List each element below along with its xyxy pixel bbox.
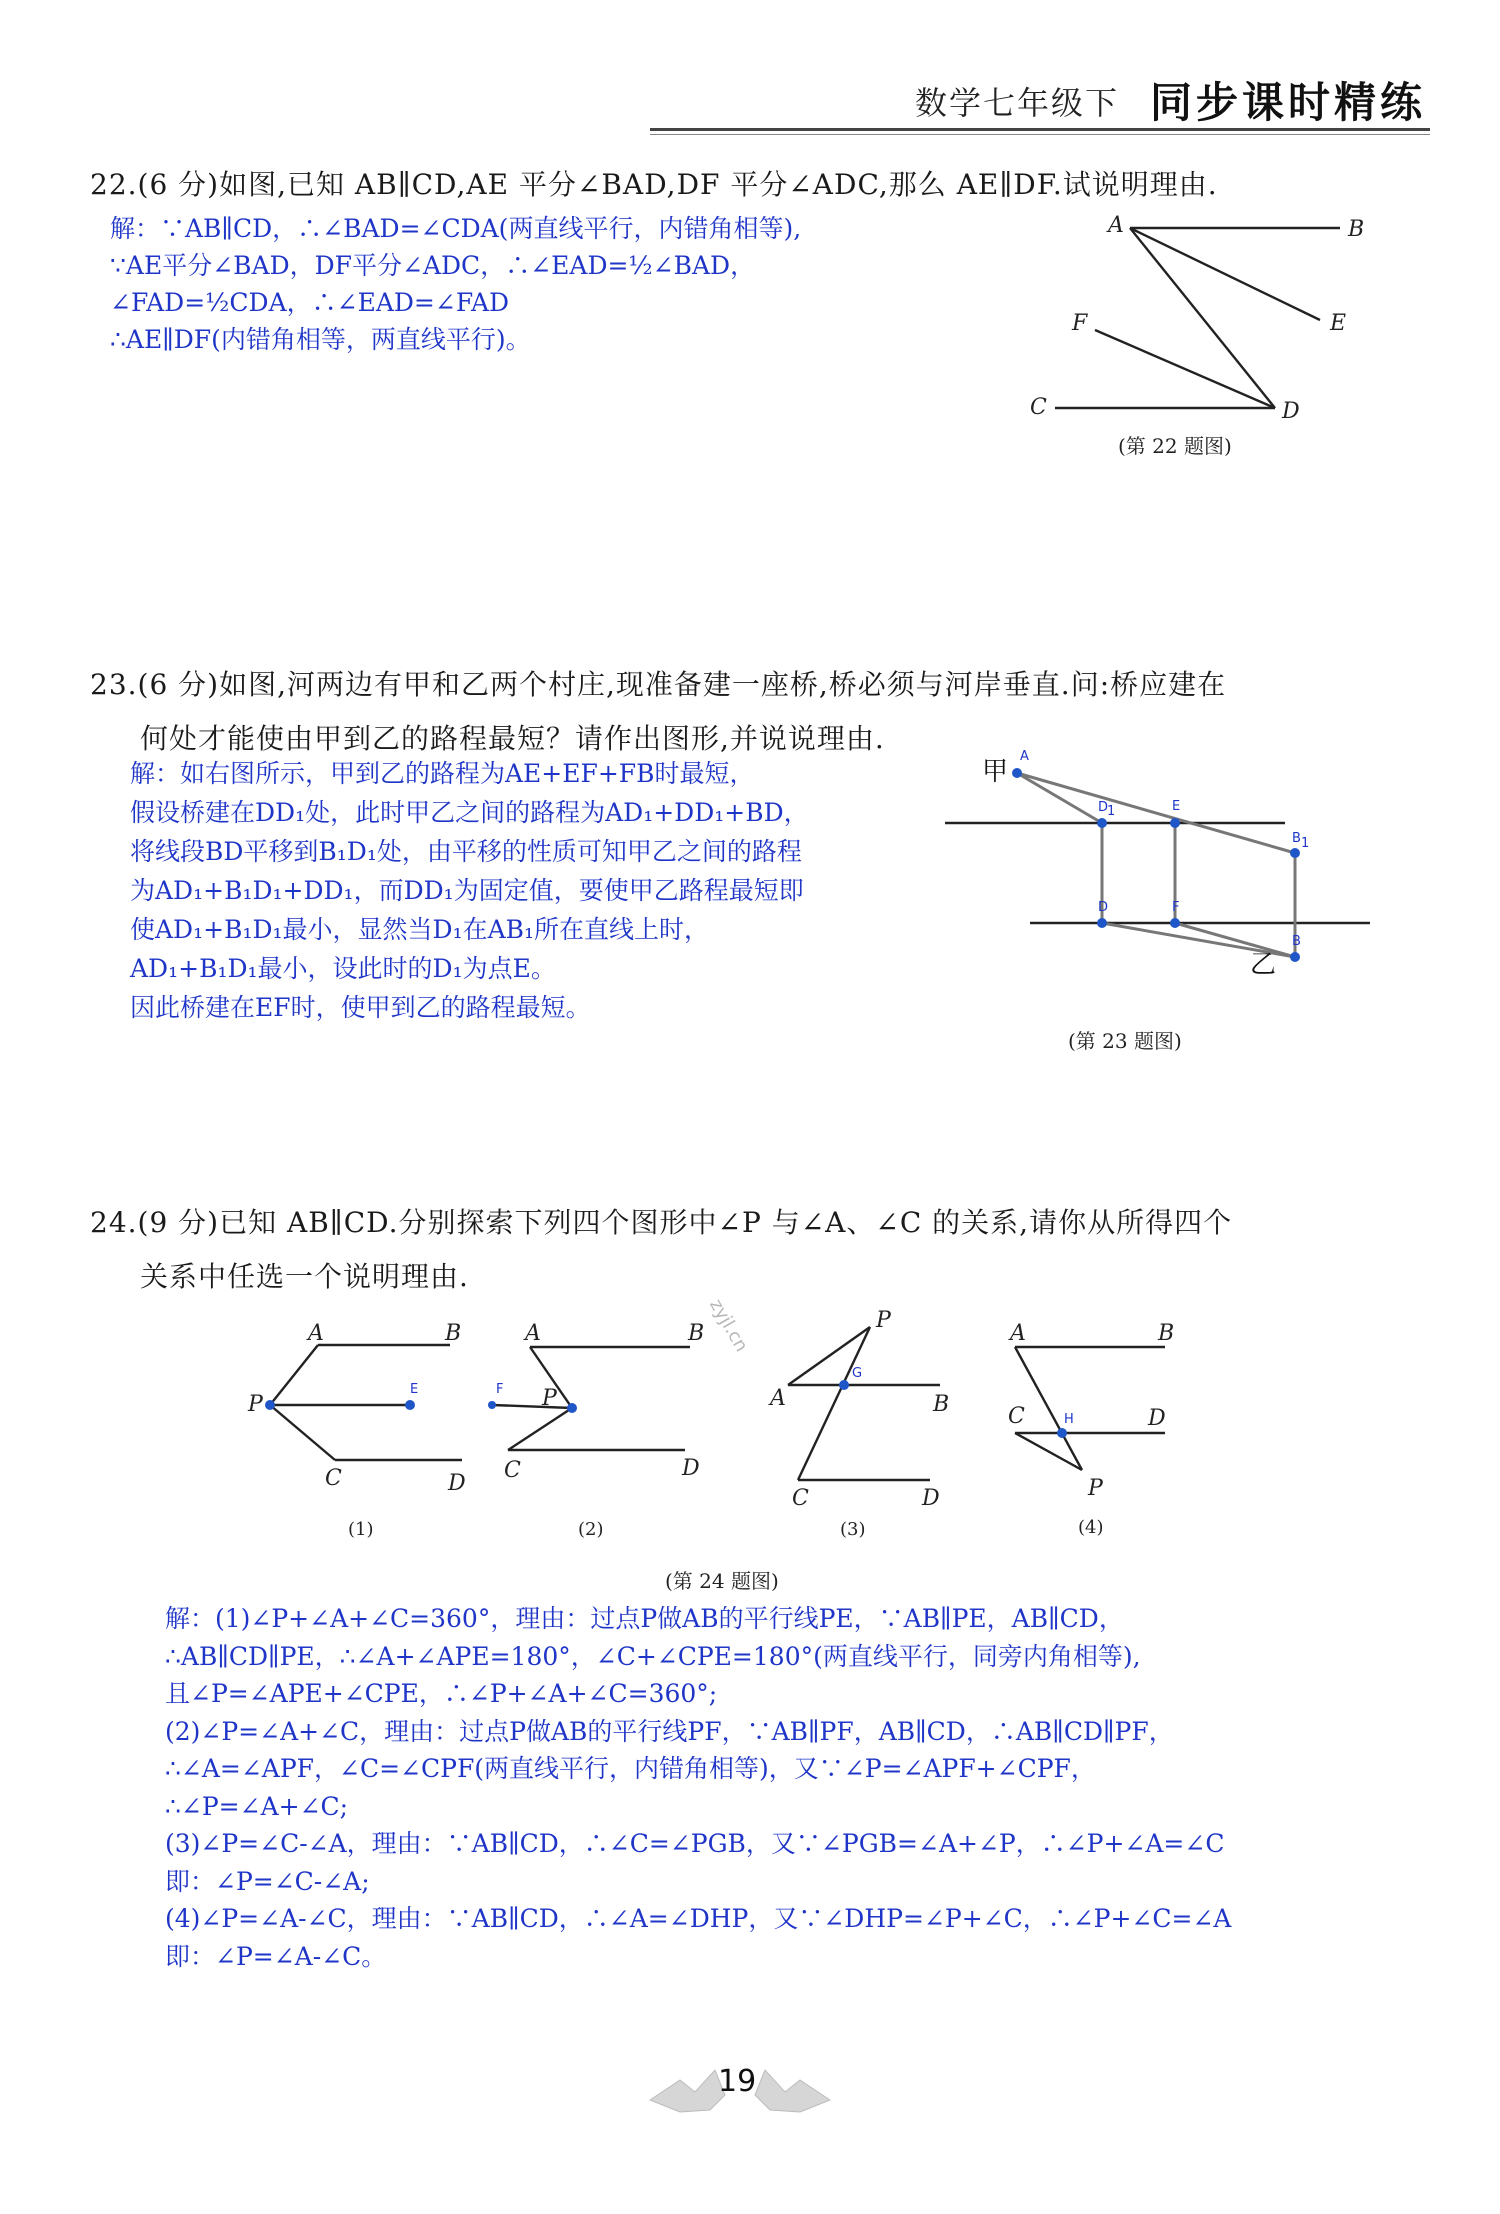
q22-question: 22.(6 分)如图,已知 AB∥CD,AE 平分∠BAD,DF 平分∠ADC,那么 AE∥DF.试说明理由. [90,168,1218,201]
q23-answer-line: 解：如右图所示，甲到乙的路程为AE+EF+FB时最短， [130,759,755,788]
fig2-number: (2) [578,1519,604,1540]
q23-answer-line: 将线段BD平移到B₁D₁处，由平移的性质可知甲乙之间的路程 [130,837,802,866]
fig3-label-b: B [933,1392,950,1417]
q23-caption: (第 23 题图) [1068,1029,1182,1053]
header-title: 同步课时精练 [1150,78,1427,127]
fig1-line-ap [270,1345,318,1405]
q22-label-b: B [1348,217,1365,242]
q22-label-f: F [1072,311,1088,336]
q23-label-d1: D [1098,800,1109,815]
page-header [0,0,1500,150]
fig2-label-p: P [542,1386,557,1411]
q24-answer-line: 且∠P=∠APE+∠CPE，∴∠P+∠A+∠C=360°; [165,1679,718,1708]
q23-line-a-b1 [1017,773,1295,853]
header-rule [650,128,1430,131]
q24-answer-line: (4)∠P=∠A-∠C，理由：∵AB∥CD，∴∠A=∠DHP，又∵∠DHP=∠P+∠C，∴∠P+∠C=∠A [165,1904,1232,1933]
fig3-label-g: G [852,1366,863,1381]
fig1-number: (1) [348,1519,374,1540]
fig3-number: (3) [840,1519,866,1540]
q22-answer-line: ∠FAD=½CDA，∴∠EAD=∠FAD [110,288,510,317]
fig1-label-b: B [445,1321,462,1346]
fig3-label-p: P [876,1308,891,1333]
fig2-label-b: B [688,1321,705,1346]
fig4-point-h [1057,1428,1067,1438]
q23-question-line1: 23.(6 分)如图,河两边有甲和乙两个村庄,现准备建一座桥,桥必须与河岸垂直.问:桥应建在 [90,668,1227,701]
q23-label-a: A [1020,749,1029,764]
watermark: zyjl.cn [705,1295,752,1356]
fig2-label-d: D [682,1456,700,1481]
q22-label-a: A [1108,213,1124,238]
q23-line-a-d1 [1017,773,1102,823]
fig4-label-d: D [1148,1406,1166,1431]
q23-point-a [1012,768,1022,778]
q24-question-line2: 关系中任选一个说明理由. [140,1260,469,1293]
q24-answer-line: ∴AB∥CD∥PE，∴∠A+∠APE=180°，∠C+∠CPE=180°(两直线平行，同旁内角相等), [165,1641,1141,1671]
q24-answer-line: (2)∠P=∠A+∠C，理由：过点P做AB的平行线PF，∵AB∥PF，AB∥CD，∴AB∥CD∥PF， [165,1716,1174,1746]
fig1-label-a: A [308,1321,324,1346]
q24-answer-line: (3)∠P=∠C-∠A，理由：∵AB∥CD，∴∠C=∠PGB，又∵∠PGB=∠A+∠P，∴∠P+∠A=∠C [165,1829,1225,1858]
q23-point-b [1290,952,1300,962]
q22-caption: (第 22 题图) [1118,434,1232,458]
ornament-leaf-left [650,2070,725,2112]
q24-answer [165,1600,1231,1975]
fig4-label-a: A [1010,1321,1026,1346]
fig4-label-b: B [1158,1321,1175,1346]
fig4-number: (4) [1078,1517,1104,1538]
ornament-leaf-right [755,2070,830,2112]
fig1-point-e [405,1400,415,1410]
fig4-label-c: C [1008,1404,1025,1429]
q22-label-d: D [1282,399,1300,424]
q23-label-b1: B [1292,831,1301,846]
fig3-label-a: A [770,1386,786,1411]
q24-answer-line: ∴∠A=∠APF，∠C=∠CPF(两直线平行，内错角相等)，又∵∠P=∠APF+∠CPF， [165,1754,1096,1783]
q23-label-yi: 乙 [1250,950,1277,980]
fig2-label-a: A [525,1321,541,1346]
q23-answer-line: 假设桥建在DD₁处，此时甲乙之间的路程为AD₁+DD₁+BD， [130,798,809,827]
q23-label-b: B [1292,934,1301,949]
q23-answer-line: 为AD₁+B₁D₁+DD₁，而DD₁为固定值，要使甲乙路程最短即 [130,876,804,905]
q22-answer-line: 解：∵AB∥CD，∴∠BAD=∠CDA(两直线平行，内错角相等), [110,214,802,243]
header-subtitle: 数学七年级下 [915,84,1120,122]
q23-label-jia: 甲 [982,757,1009,787]
q22-line-ad [1130,228,1275,408]
fig1-label-c: C [325,1466,342,1491]
q22-label-c: C [1030,395,1047,420]
fig2-point-p [567,1403,577,1413]
fig1-point-p [265,1400,275,1410]
q23-label-d: D [1098,900,1109,915]
q23-point-f [1170,918,1180,928]
q23-label-d1-sub: 1 [1107,804,1116,819]
q23-answer [130,754,809,1027]
fig3-label-c: C [792,1486,809,1511]
q24-answer-line: 解：(1)∠P+∠A+∠C=360°，理由：过点P做AB的平行线PE，∵AB∥PE，AB∥CD， [165,1604,1124,1633]
q24-fig1 [247,1321,466,1540]
fig3-line-pc [798,1327,870,1480]
q24-fig3 [768,1308,949,1540]
page-number: 19 [718,2064,757,2099]
q24-question-line1: 24.(9 分)已知 AB∥CD.分别探索下列四个图形中∠P 与∠A、∠C 的关系,请你从所得四个 [90,1206,1233,1239]
fig2-label-c: C [504,1458,521,1483]
q22-line-df [1095,330,1275,408]
fig2-line-fp [492,1405,572,1408]
q23-point-d [1097,918,1107,928]
fig4-label-p: P [1088,1476,1103,1501]
q23-point-e [1170,818,1180,828]
q23-point-b1 [1290,848,1300,858]
fig3-label-d: D [922,1486,940,1511]
header-rule-thin [650,134,1430,135]
q24-fig4 [1008,1321,1174,1538]
q24-answer-line: 即：∠P=∠C-∠A; [165,1866,370,1896]
fig1-label-d: D [448,1471,466,1496]
fig1-line-pc [270,1405,335,1460]
q23-figure [940,745,1380,985]
q22-figure [1020,200,1380,460]
q22-line-ae [1130,228,1320,320]
q23-label-e: E [1172,799,1181,814]
q22-answer-line: ∵AE平分∠BAD，DF平分∠ADC，∴∠EAD=½∠BAD， [110,251,756,280]
q22-answer [110,210,801,358]
fig1-label-e: E [410,1382,419,1397]
q24-answer-line: ∴∠P=∠A+∠C; [165,1791,349,1821]
q23-answer-line: 使AD₁+B₁D₁最小，显然当D₁在AB₁所在直线上时， [130,915,710,944]
q23-label-b1-sub: 1 [1301,836,1310,851]
q24-answer-line: 即：∠P=∠A-∠C。 [165,1941,387,1971]
q23-answer-line: AD₁+B₁D₁最小，设此时的D₁为点E。 [130,954,556,983]
fig1-label-p: P [248,1392,263,1417]
q24-caption: (第 24 题图) [665,1569,779,1593]
fig3-point-g [839,1380,849,1390]
fig2-label-f: F [496,1382,504,1397]
q23-question-line2: 何处才能使由甲到乙的路程最短？请作出图形,并说说理由. [140,722,885,755]
fig2-line-pc [508,1408,572,1450]
q22-label-e: E [1330,311,1347,336]
fig2-point-f [488,1401,496,1409]
q23-label-f: F [1172,900,1180,915]
q22-answer-line: ∴AE∥DF(内错角相等，两直线平行)。 [110,325,531,354]
fig4-label-h: H [1064,1412,1074,1427]
q24-fig2 [488,1321,704,1540]
q23-point-d1 [1097,818,1107,828]
q23-answer-line: 因此桥建在EF时，使甲到乙的路程最短。 [130,993,591,1022]
